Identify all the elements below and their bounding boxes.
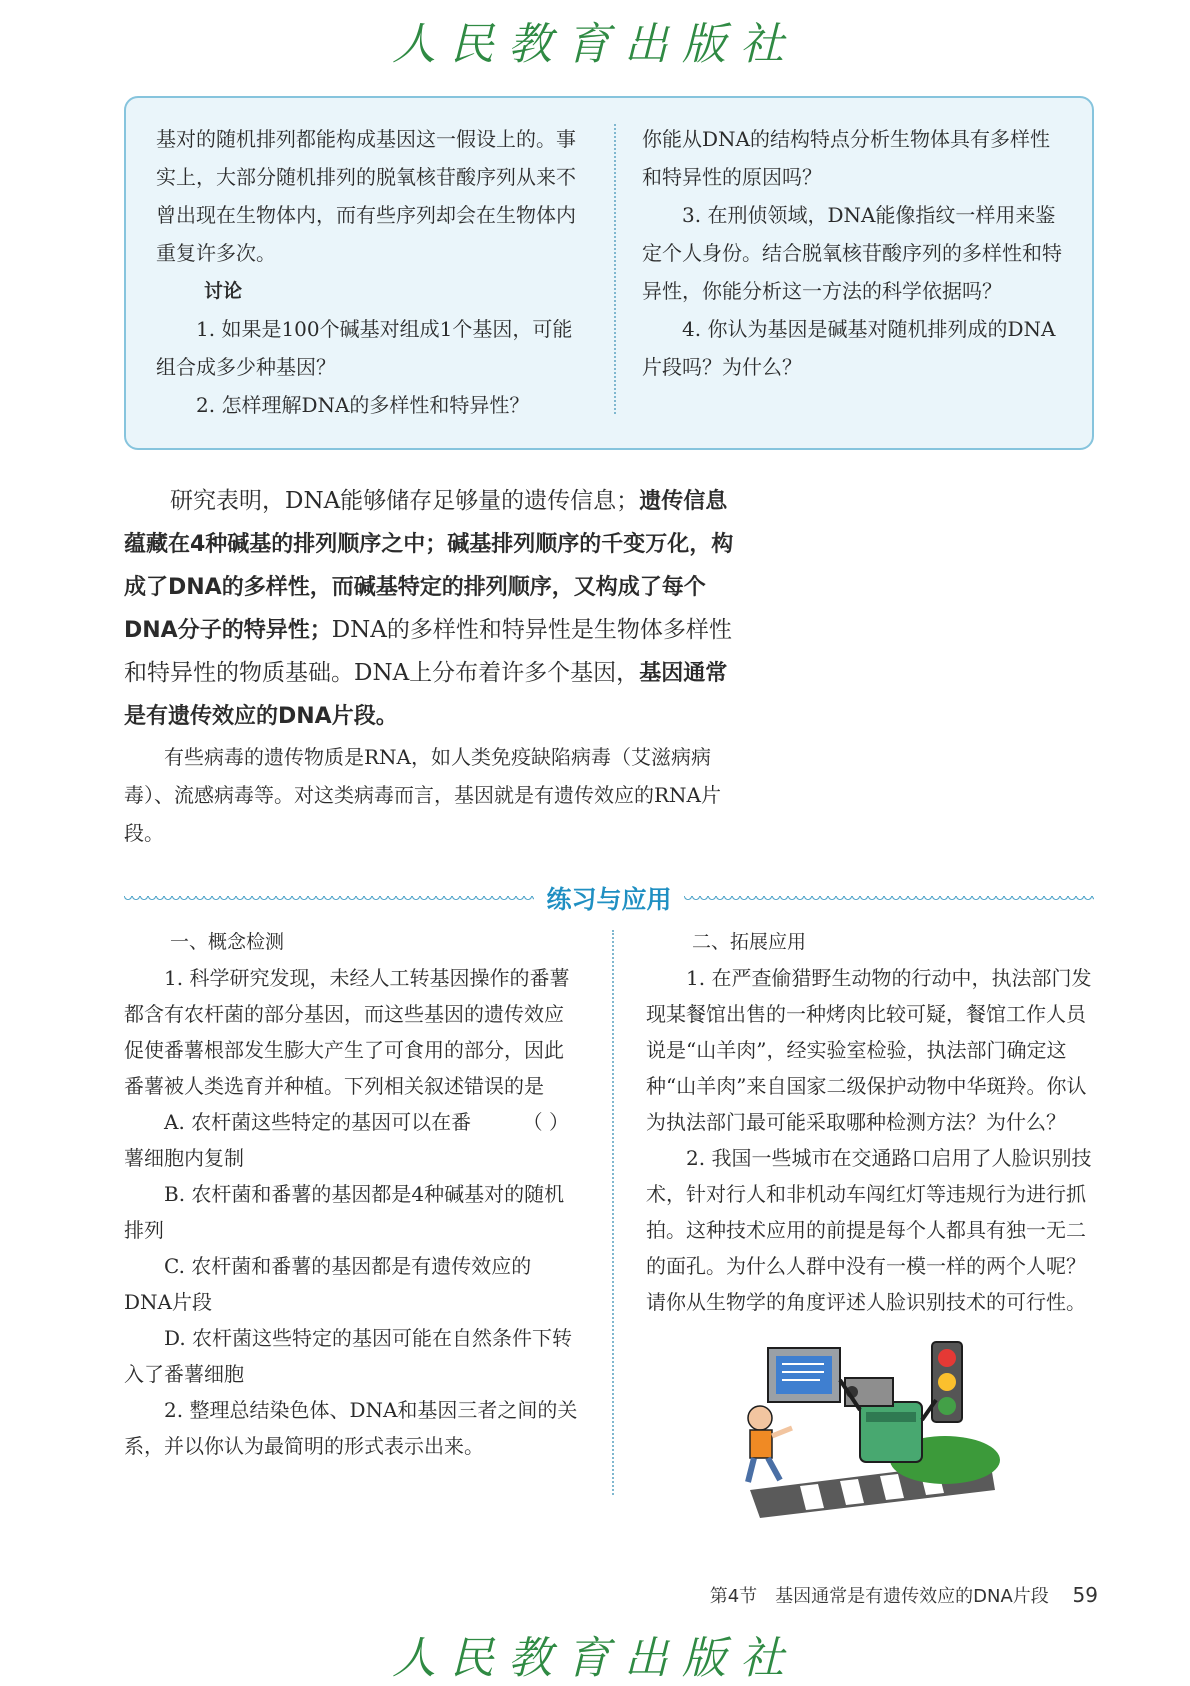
page-number: 59 [1072,1583,1098,1607]
wave-divider-left [124,896,534,900]
main-paragraph-2: 有些病毒的遗传物质是RNA，如人类免疫缺陷病毒（艾滋病病毒）、流感病毒等。对这类病毒而言，基因就是有遗传效应的RNA片段。 [124,745,722,845]
extension-question-2: 2. 我国一些城市在交通路口启用了人脸识别技术，针对行人和非机动车闯红灯等违规行为进行抓拍。这种技术应用的前提是每个人都具有独一无二的面孔。为什么人群中没有一模一样的两个人呢？请你从生物学的角度评述人脸识别技术的可行性。 [646,1146,1092,1314]
question-1-text: 1. 科学研究发现，未经人工转基因操作的番薯都含有农杆菌的部分基因，而这些基因的遗传效应促使番薯根部发生膨大产生了可食用的部分，因此番薯被人类选育并种植。下列相关叙述错误的是 [124,966,570,1098]
footer-section-title: 第4节 基因通常是有遗传效应的DNA片段 [709,1586,1049,1607]
main-p1-bold-1: 遗传信息蕴藏在4种碱基的排列顺序之中；碱基排列顺序的千变万化，构成了DNA的多样性，而碱基特定的排列顺序，又构成了每个DNA分子的特异性； [124,489,734,643]
exercise-title: 练习与应用 [546,885,672,914]
concept-check-heading: 一、概念检测 [170,931,285,953]
discussion-right-column [642,120,1066,386]
main-paragraph-1 [124,480,744,738]
option-c: C. 农杆菌和番薯的基因都是有遗传效应的DNA片段 [124,1254,532,1314]
discussion-question-4: 4. 你认为基因是碱基对随机排列成的DNA片段吗？为什么？ [642,317,1056,379]
column-divider [614,124,616,414]
discussion-text-continued: 你能从DNA的结构特点分析生物体具有多样性和特异性的原因吗？ [642,127,1050,189]
main-p1-c: DNA的多样性和特异性是生物体多样性和特异性的物质基础。DNA上分布着许多个基因， [124,617,732,686]
main-p1-a: 研究表明，DNA能够储存足够量的遗传信息； [170,488,640,514]
main-p1-bold-2: 基因通常是有遗传效应的DNA片段。 [124,661,728,729]
discussion-question-3: 3. 在刑侦领域，DNA能像指纹一样用来鉴定个人身份。结合脱氧核苷酸序列的多样性和特异性，你能分析这一方法的科学依据吗？ [642,203,1062,303]
extension-column [646,924,1096,1320]
discussion-question-2: 2. 怎样理解DNA的多样性和特异性？ [196,393,530,417]
option-a: A. 农杆菌这些特定的基因可以在番薯细胞内复制 [124,1110,472,1170]
option-d: D. 农杆菌这些特定的基因可能在自然条件下转入了番薯细胞 [124,1326,573,1386]
question-1 [124,960,579,1134]
discussion-left-column [156,120,576,424]
discussion-box [124,96,1094,450]
wave-divider-right [684,896,1094,900]
exercise-section-header [124,878,1094,918]
publisher-logo-top: 人民教育出版社 [392,19,798,70]
answer-bracket: （ ） [522,1110,569,1134]
exercise-column-divider [612,930,614,1495]
discussion-text: 基对的随机排列都能构成基因这一假设上的。事实上，大部分随机排列的脱氧核苷酸序列从来不曾出现在生物体内，而有些序列却会在生物体内重复许多次。 [156,127,576,265]
option-b: B. 农杆菌和番薯的基因都是4种碱基对的随机排列 [124,1182,565,1242]
page-footer [710,1582,1098,1608]
main-body-text [124,480,744,852]
concept-check-column [124,924,579,1464]
publisher-logo-bottom: 人民教育出版社 [392,1633,798,1684]
question-2: 2. 整理总结染色体、DNA和基因三者之间的关系，并以你认为最简明的形式表示出来。 [124,1398,578,1458]
face-recognition-illustration [740,1340,1000,1520]
extension-heading: 二、拓展应用 [692,931,807,953]
extension-question-1: 1. 在严查偷猎野生动物的行动中，执法部门发现某餐馆出售的一种烤肉比较可疑，餐馆工作人员说是“山羊肉”，经实验室检验，执法部门确定这种“山羊肉”来自国家二级保护动物中华斑羚。你认为执法部门最可能采取哪种检测方法？为什么？ [646,966,1092,1134]
discussion-question-1: 1. 如果是100个碱基对组成1个基因，可能组合成多少种基因？ [156,317,573,379]
discussion-heading: 讨论 [204,280,243,302]
